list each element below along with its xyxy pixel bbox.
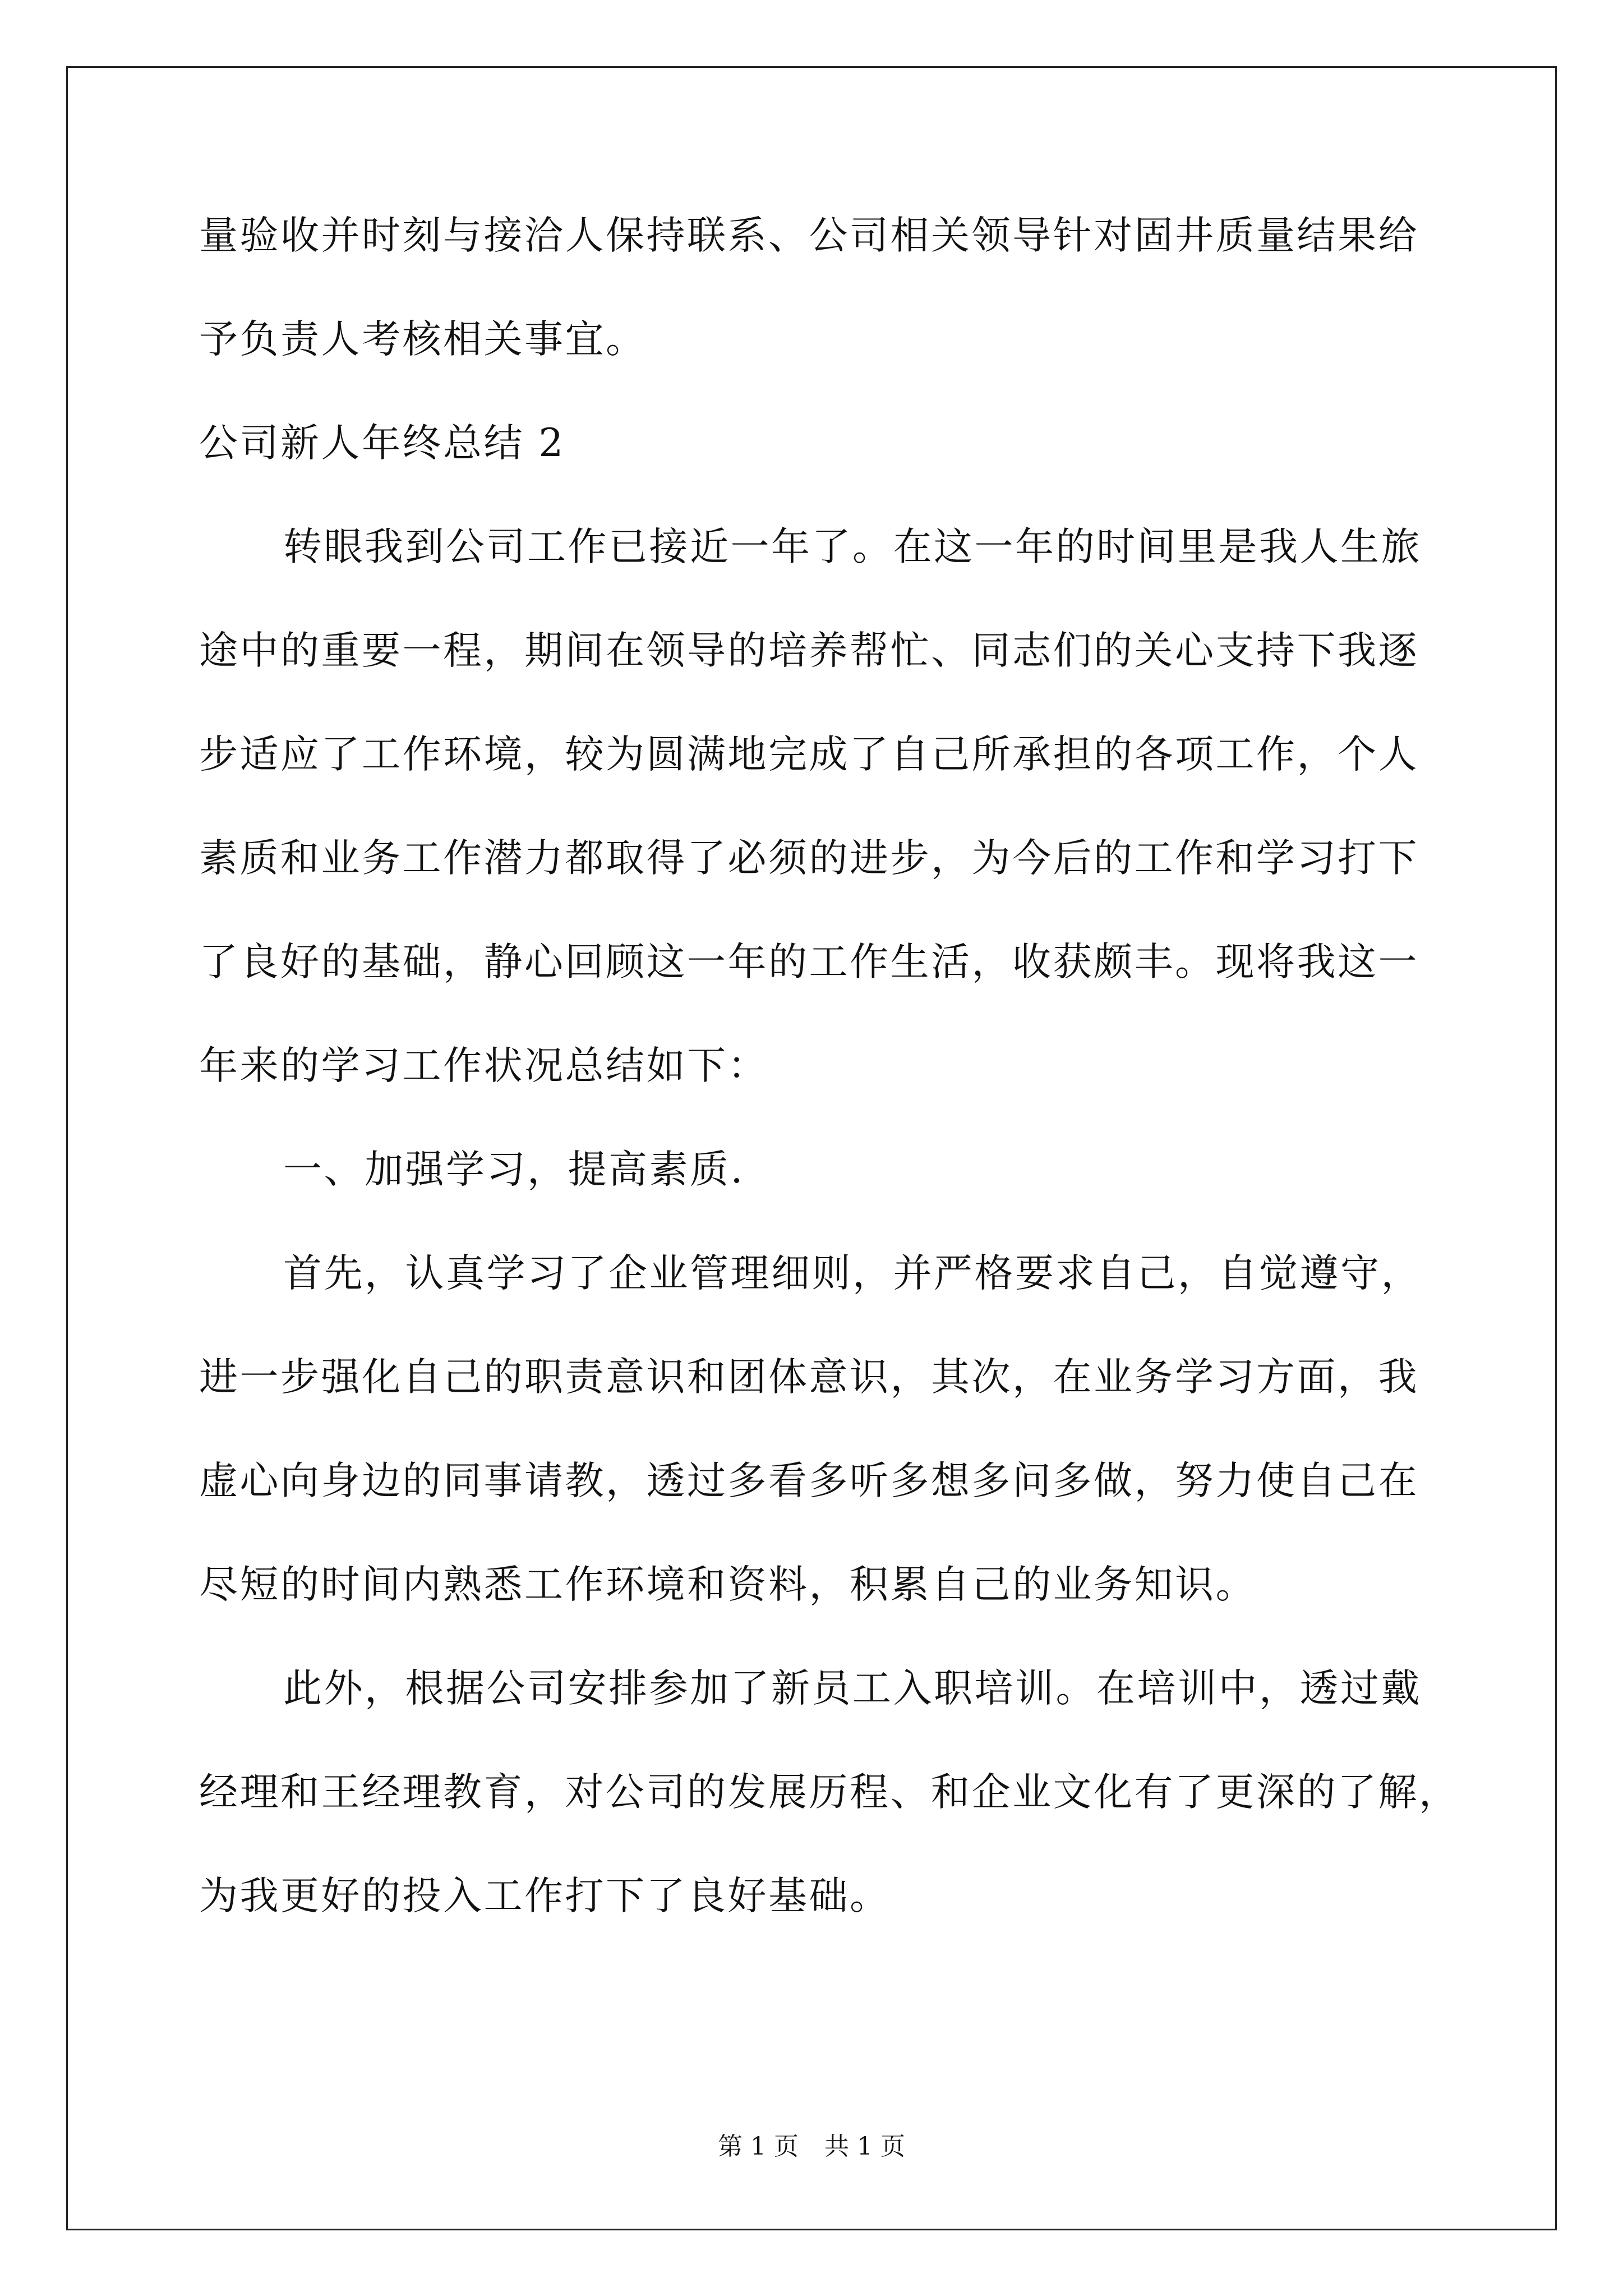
text-line-7: 素质和业务工作潜力都取得了必须的进步，为今后的工作和学习打下 bbox=[199, 836, 1419, 881]
text-line-15: 此外，根据公司安排参加了新员工入职培训。在培训中，透过戴 bbox=[283, 1666, 1422, 1711]
text-line-2: 予负责人考核相关事宜。 bbox=[199, 317, 647, 362]
document-body bbox=[199, 213, 1460, 1977]
page-count: 共 1 页 bbox=[824, 2132, 905, 2161]
text-line-12: 进一步强化自己的职责意识和团体意识，其次，在业务学习方面，我 bbox=[199, 1355, 1419, 1400]
text-line-16: 经理和王经理教育，对公司的发展历程、和企业文化有了更深的了解， bbox=[199, 1770, 1460, 1815]
text-line-8: 了良好的基础，静心回顾这一年的工作生活，收获颇丰。现将我这一 bbox=[199, 940, 1419, 984]
subheading-1: 一、加强学习，提高素质. bbox=[283, 1147, 745, 1192]
text-line-6: 步适应了工作环境，较为圆满地完成了自己所承担的各项工作，个人 bbox=[199, 732, 1419, 777]
text-line-13: 虚心向身边的同事请教，透过多看多听多想多问多做，努力使自己在 bbox=[199, 1458, 1419, 1503]
text-line-11: 首先，认真学习了企业管理细则，并严格要求自己，自觉遵守， bbox=[283, 1251, 1422, 1296]
text-line-1: 量验收并时刻与接洽人保持联系、公司相关领导针对固井质量结果给 bbox=[199, 213, 1419, 258]
text-line-9: 年来的学习工作状况总结如下： bbox=[199, 1043, 768, 1088]
text-line-5: 途中的重要一程，期间在领导的培养帮忙、同志们的关心支持下我逐 bbox=[199, 628, 1419, 673]
section-title: 公司新人年终总结 2 bbox=[199, 421, 565, 466]
text-line-14: 尽短的时间内熟悉工作环境和资料，积累自己的业务知识。 bbox=[199, 1562, 1256, 1607]
text-line-4: 转眼我到公司工作已接近一年了。在这一年的时间里是我人生旅 bbox=[283, 524, 1422, 569]
page-number: 第 1 页 bbox=[718, 2132, 799, 2161]
text-line-17: 为我更好的投入工作打下了良好基础。 bbox=[199, 1874, 891, 1918]
page-footer bbox=[0, 2133, 1623, 2161]
